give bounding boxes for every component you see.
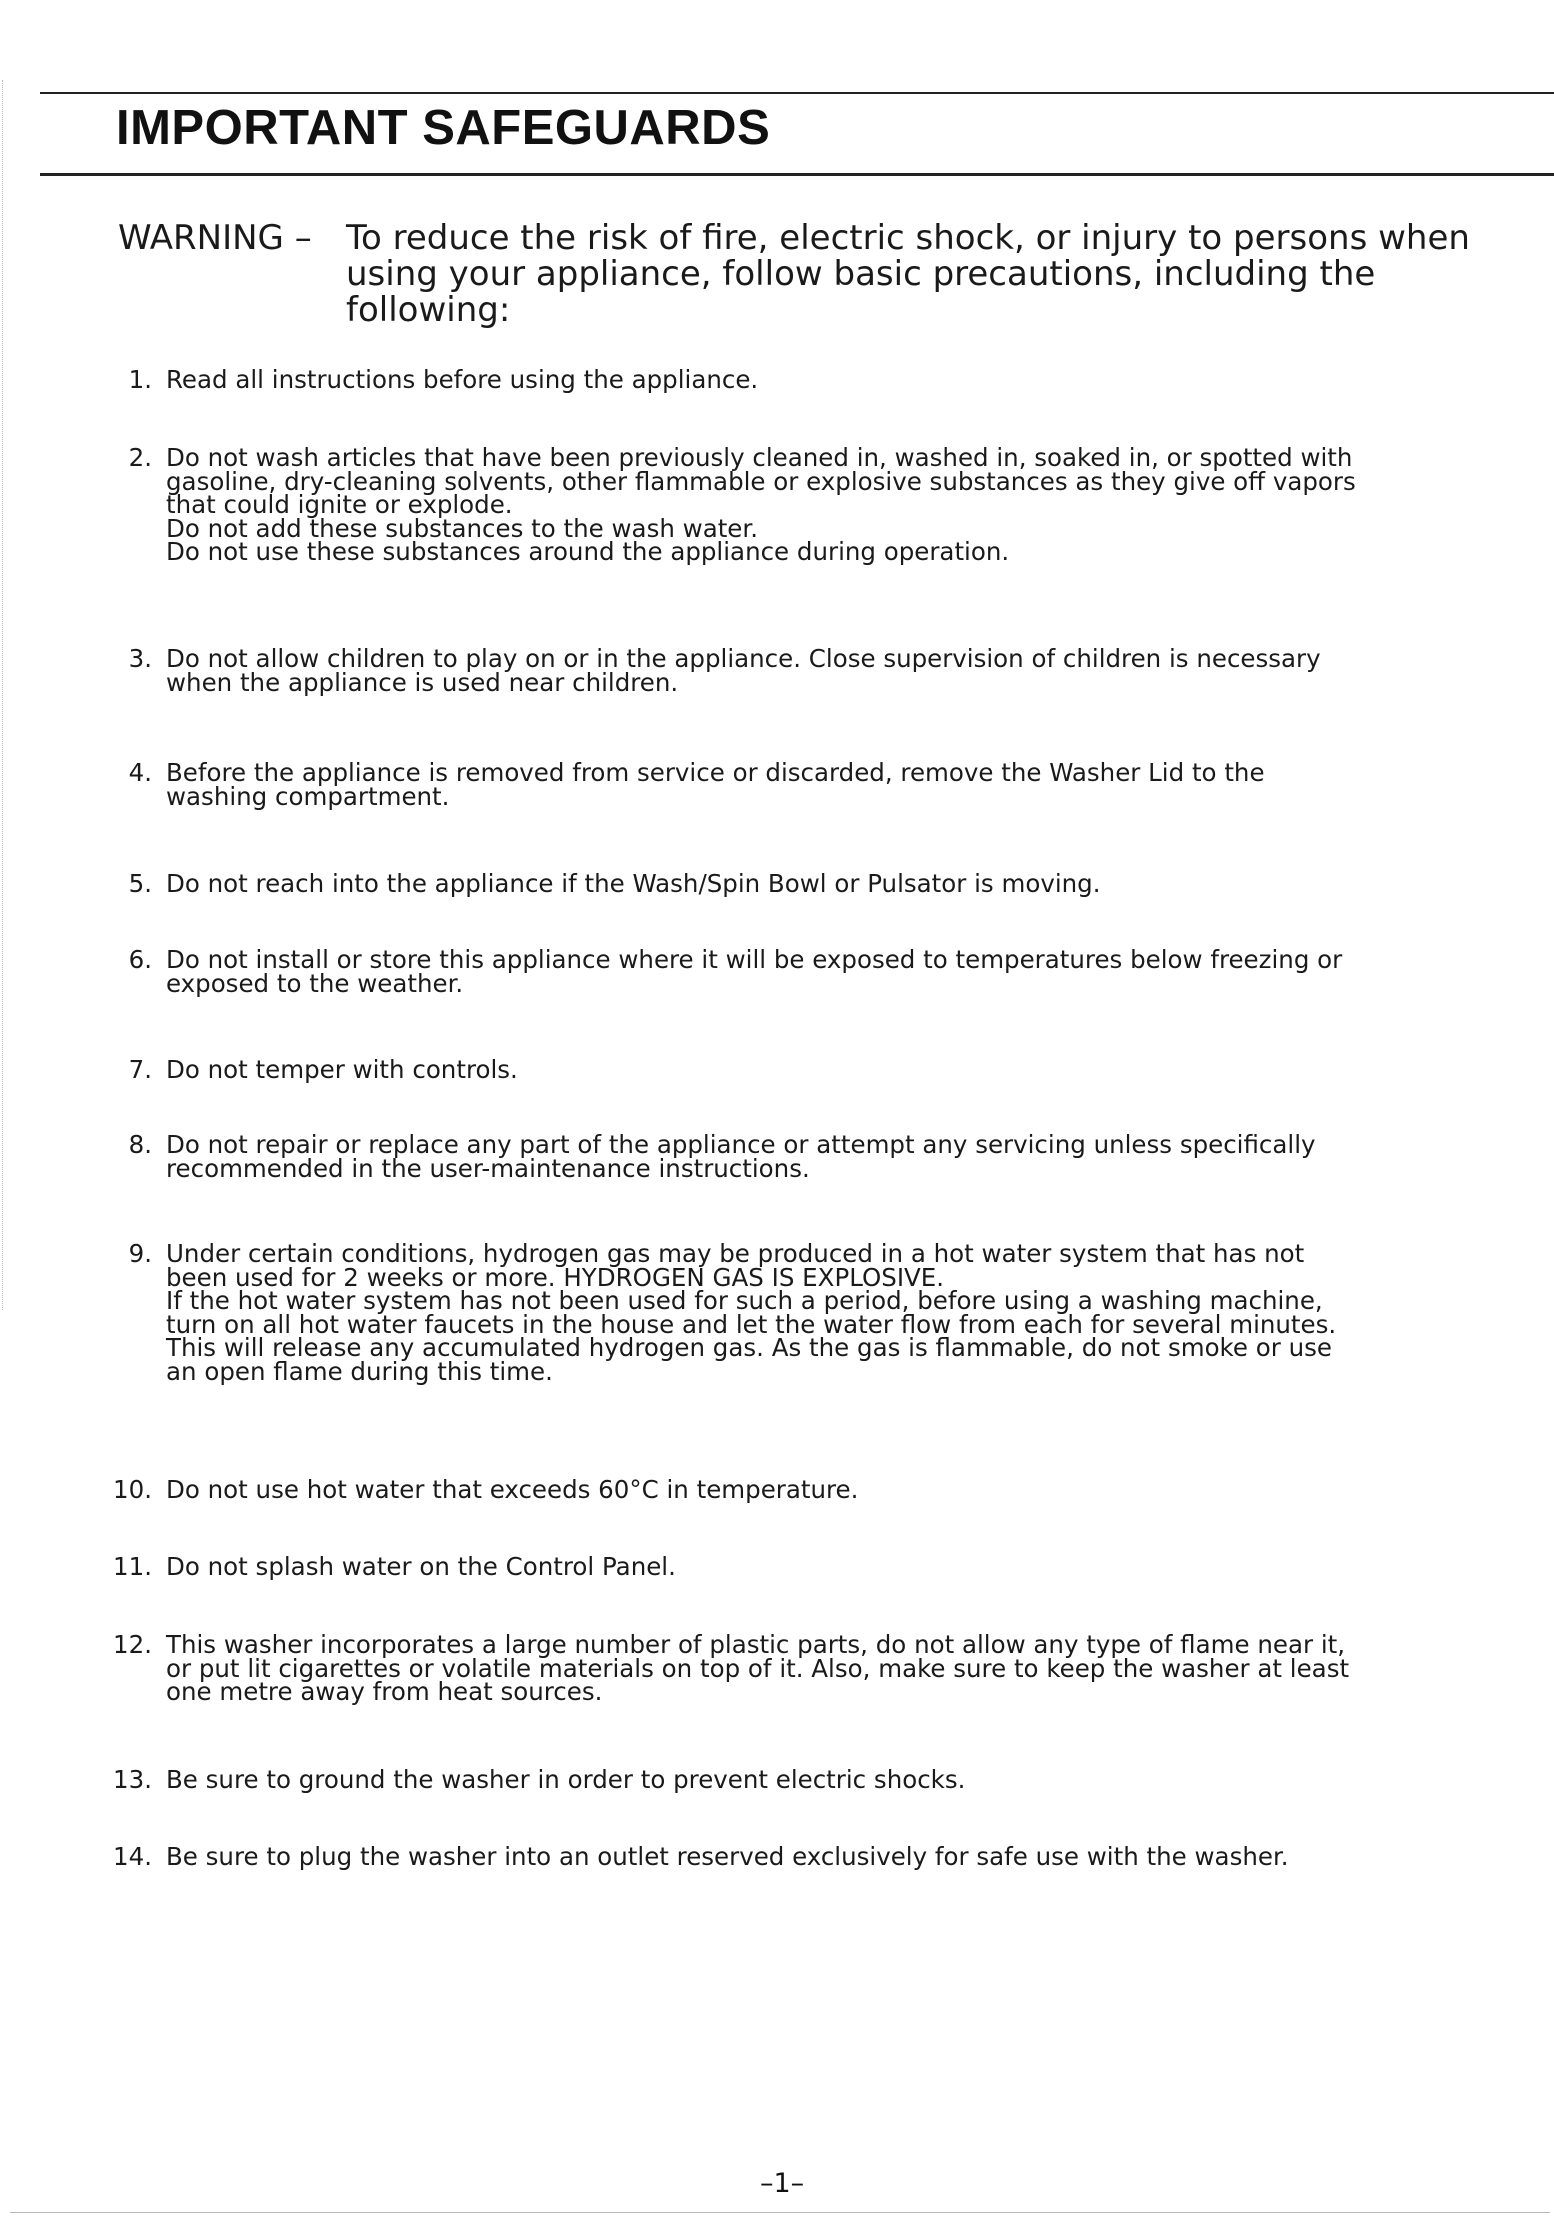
item-text: gasoline, dry-cleaning solvents, other flammable or explosive substances as they give off vapors: [166, 466, 1356, 496]
top-rule: [40, 92, 1554, 94]
item-text: Do not wash articles that have been previously cleaned in, washed in, soaked in, or spotted with: [166, 443, 1353, 472]
item-text: Do not add these substances to the wash water.: [166, 513, 758, 543]
item-text: or put lit cigarettes or volatile materials on top of it. Also, make sure to keep the washer at least: [166, 1653, 1350, 1683]
item-text: Do not splash water on the Control Panel.: [166, 1552, 676, 1581]
item-text: Do not reach into the appliance if the Wash/Spin Bowl or Pulsator is moving.: [166, 869, 1101, 898]
warning-line: To reduce the risk of fire, electric shock, or injury to persons when: [346, 218, 1470, 258]
item-number: 14.: [113, 1842, 152, 1871]
item-text: Do not install or store this appliance where it will be exposed to temperatures below freezing or: [166, 945, 1343, 974]
item-text: If the hot water system has not been used for such a period, before using a washing machine,: [166, 1286, 1323, 1315]
item-text: This washer incorporates a large number of plastic parts, do not allow any type of flame near it,: [166, 1630, 1346, 1659]
item-text: Be sure to plug the washer into an outlet reserved exclusively for safe use with the washer.: [166, 1842, 1289, 1871]
item-number: 3.: [128, 644, 152, 673]
margin-dots: [2, 80, 5, 1310]
item-text: Do not allow children to play on or in the appliance. Close supervision of children is necessary: [166, 644, 1321, 673]
item-text: when the appliance is used near children.: [166, 667, 679, 697]
warning-label: WARNING –: [118, 218, 312, 258]
item-text: Do not temper with controls.: [166, 1055, 518, 1084]
item-text: been used for 2 weeks or more. HYDROGEN GAS IS EXPLOSIVE.: [166, 1262, 945, 1292]
item-text: turn on all hot water faucets in the house and let the water flow from each for several minutes.: [166, 1309, 1337, 1339]
item-text: Under certain conditions, hydrogen gas may be produced in a hot water system that has not: [166, 1239, 1305, 1268]
item-text: that could ignite or explode.: [166, 490, 513, 519]
item-text: Do not use hot water that exceeds 60°C in temperature.: [166, 1475, 859, 1504]
item-text: one metre away from heat sources.: [166, 1677, 603, 1706]
item-number: 12.: [113, 1630, 152, 1659]
item-text: This will release any accumulated hydrogen gas. As the gas is flammable, do not smoke or use: [166, 1333, 1332, 1362]
item-number: 10.: [113, 1475, 152, 1504]
item-number: 4.: [128, 758, 152, 787]
item-text: Do not repair or replace any part of the appliance or attempt any servicing unless specifically: [166, 1130, 1316, 1159]
item-number: 11.: [113, 1552, 152, 1581]
item-number: 6.: [128, 945, 152, 974]
item-number: 2.: [128, 443, 152, 472]
item-text: recommended in the user-maintenance instructions.: [166, 1153, 810, 1183]
item-number: 9.: [128, 1239, 152, 1268]
item-text: washing compartment.: [166, 781, 450, 811]
page-number: –1–: [760, 2168, 805, 2199]
item-text: Read all instructions before using the appliance.: [166, 365, 759, 394]
item-number: 5.: [128, 869, 152, 898]
title-underline: [40, 173, 1554, 176]
item-text: Do not use these substances around the appliance during operation.: [166, 537, 1010, 566]
item-number: 8.: [128, 1130, 152, 1159]
page-title: IMPORTANT SAFEGUARDS: [116, 101, 771, 155]
warning-line: using your appliance, follow basic precautions, including the: [346, 254, 1376, 294]
item-number: 7.: [128, 1055, 152, 1084]
item-text: exposed to the weather.: [166, 968, 464, 998]
item-text: Before the appliance is removed from service or discarded, remove the Washer Lid to the: [166, 758, 1265, 787]
item-text: an open flame during this time.: [166, 1356, 553, 1386]
warning-line: following:: [346, 290, 511, 330]
item-number: 1.: [128, 365, 152, 394]
item-text: Be sure to ground the washer in order to prevent electric shocks.: [166, 1765, 966, 1794]
item-number: 13.: [113, 1765, 152, 1794]
warning-text: [346, 220, 1496, 328]
bottom-rule: [10, 2212, 1550, 2213]
